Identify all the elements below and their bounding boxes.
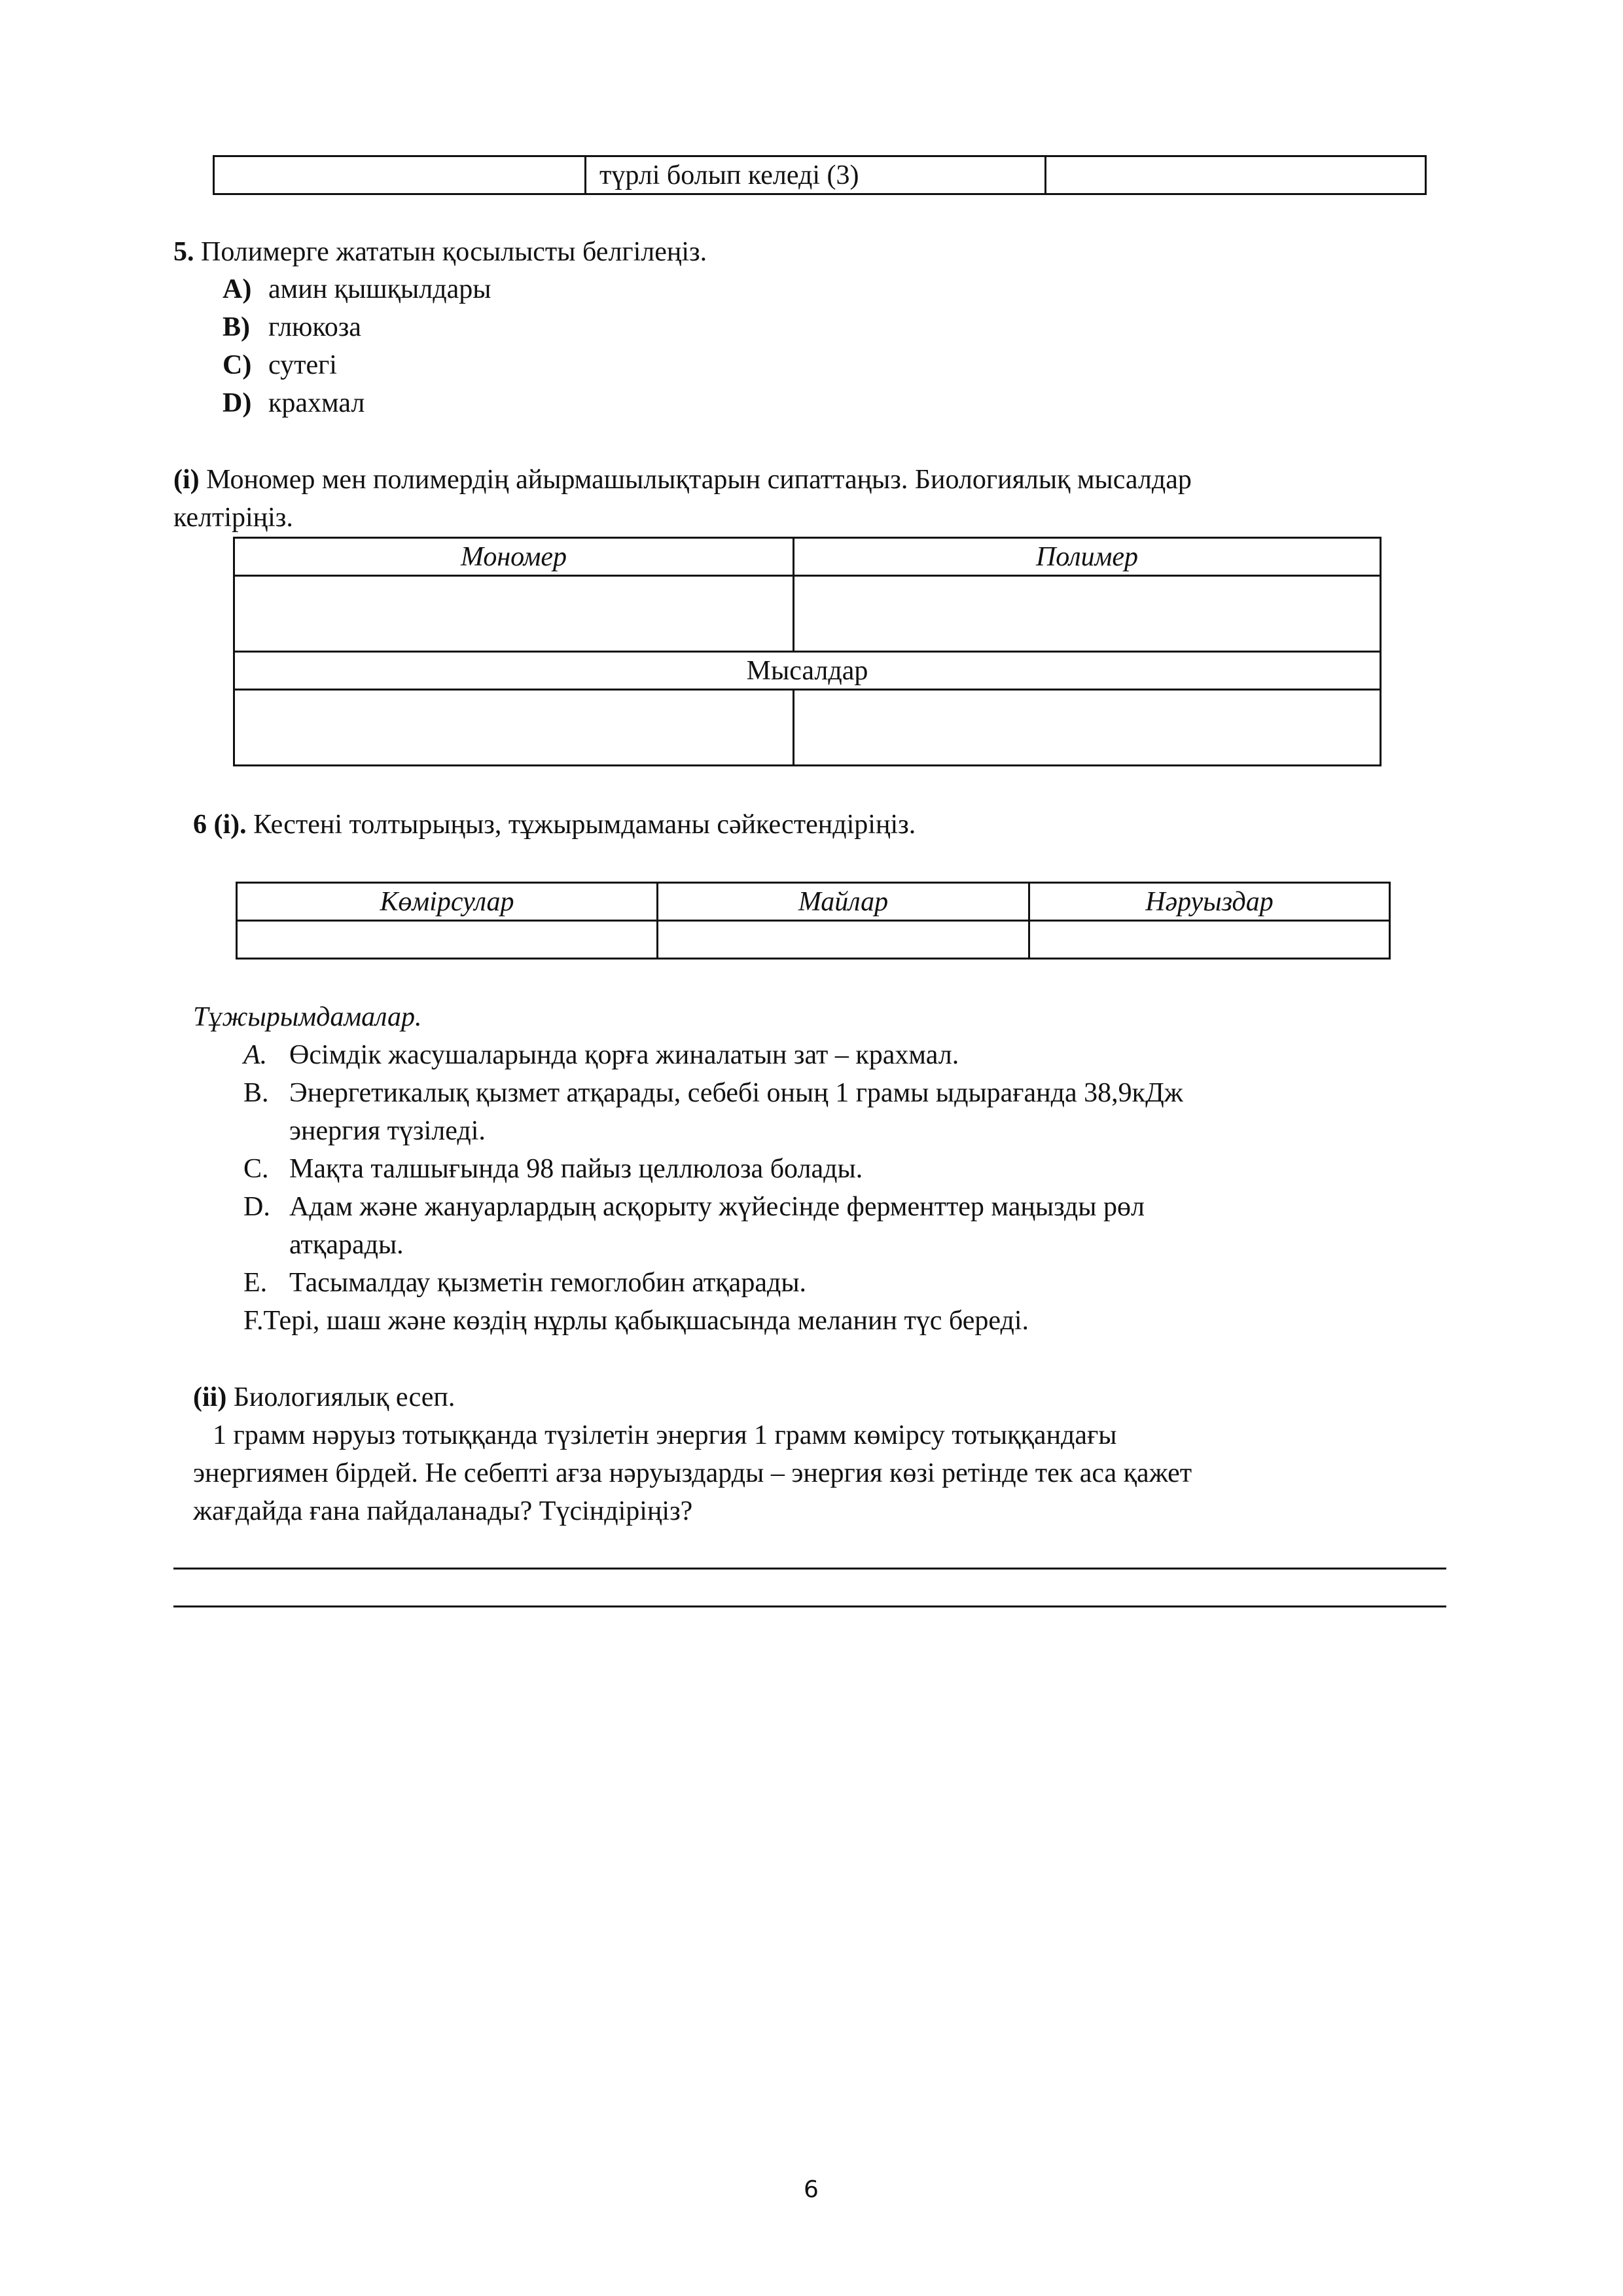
q6ii-title-text: Биологиялық есеп. [233,1382,455,1412]
option-letter: A) [223,274,252,304]
q5i-line2: келтіріңіз. [173,503,293,533]
q5i-line1 [173,462,1192,498]
monomer-header: Мономер [234,538,794,576]
polymer-example-cell[interactable] [794,690,1381,766]
monomer-polymer-table [233,537,1382,766]
concept-text: Адам және жануарлардың асқорыту жүйесінде ферменттер маңызды рөл [289,1192,1145,1222]
polymer-answer-cell[interactable] [794,576,1381,652]
option-letter: D) [223,388,252,418]
q6-question [193,807,916,843]
concept-text: Өсімдік жасушаларында қорға жиналатын зат – крахмал. [289,1040,959,1070]
top-table [213,155,1427,195]
q5-option-c [223,348,337,384]
examples-header: Мысалдар [234,652,1381,690]
option-letter: C) [223,350,252,380]
carbohydrates-answer-cell[interactable] [237,921,658,959]
concept-b [243,1075,1183,1111]
concept-letter: D. [243,1192,270,1222]
q5-option-a [223,272,491,308]
q6-text: Кестені толтырыңыз, тұжырымдаманы сәйкестендіріңіз. [253,810,916,840]
concept-letter: F. [243,1306,264,1336]
concept-d [243,1189,1145,1225]
q6ii-label: (ii) [193,1382,227,1412]
polymer-header: Полимер [794,538,1381,576]
answer-line-2[interactable] [173,1605,1446,1607]
q6-label: 6 (i). [193,810,247,840]
q5-number: 5. [173,237,194,267]
concept-b-cont: энергия түзіледі. [289,1116,486,1146]
concept-c [243,1151,863,1187]
concept-letter: E. [243,1268,268,1298]
concept-text: Тасымалдау қызметін гемоглобин атқарады. [289,1268,807,1298]
top-table-cell-2: түрлі болып келеді (3) [586,156,1046,194]
concept-e [243,1265,806,1301]
answer-line-1[interactable] [173,1568,1446,1570]
concepts-title: Тұжырымдамалар. [193,1002,422,1032]
monomer-example-cell[interactable] [234,690,794,766]
option-text: глюкоза [268,312,361,342]
concept-d-cont: атқарады. [289,1230,404,1260]
concept-letter: A. [243,1040,268,1070]
fats-answer-cell[interactable] [658,921,1029,959]
carbohydrates-header: Көмірсулар [237,883,658,921]
option-letter: B) [223,312,250,342]
concept-letter: C. [243,1154,269,1184]
option-text: сутегі [268,350,337,380]
q6ii-title [193,1380,455,1416]
top-table-cell-3 [1046,156,1426,194]
concept-text: Мақта талшығында 98 пайыз целлюлоза болады. [289,1154,863,1184]
concept-text: Тері, шаш және көздің нұрлы қабықшасында меланин түс береді. [263,1306,1029,1336]
q5-question [173,234,707,270]
proteins-header: Нәруыздар [1029,883,1390,921]
page-number: 6 [804,2176,819,2203]
concept-a [243,1037,959,1073]
q6ii-line1: 1 грамм нәруыз тотыққанда түзілетін энергия 1 грамм көмірсу тотыққандағы [213,1420,1117,1450]
monomer-answer-cell[interactable] [234,576,794,652]
fats-header: Майлар [658,883,1029,921]
q5i-label: (i) [173,465,200,495]
concept-f [243,1303,1029,1339]
q5-text: Полимерге жататын қосылысты белгілеңіз. [201,237,707,267]
proteins-answer-cell[interactable] [1029,921,1390,959]
q6ii-line3: жағдайда ғана пайдаланады? Түсіндіріңіз? [193,1496,693,1526]
option-text: крахмал [268,388,365,418]
q5-option-b [223,310,361,346]
concept-letter: B. [243,1078,269,1108]
top-table-cell-1 [214,156,586,194]
q6ii-line2: энергиямен бірдей. Не себепті ағза нәруыздарды – энергия көзі ретінде тек аса қажет [193,1458,1192,1488]
concept-text: Энергетикалық қызмет атқарады, себебі оның 1 грамы ыдырағанда 38,9кДж [289,1078,1183,1108]
macromolecule-table [236,882,1391,960]
q5i-text-line1: Мономер мен полимердің айырмашылықтарын сипаттаңыз. Биологиялық мысалдар [206,465,1192,495]
q5-option-d [223,386,365,422]
option-text: амин қышқылдары [268,274,491,304]
